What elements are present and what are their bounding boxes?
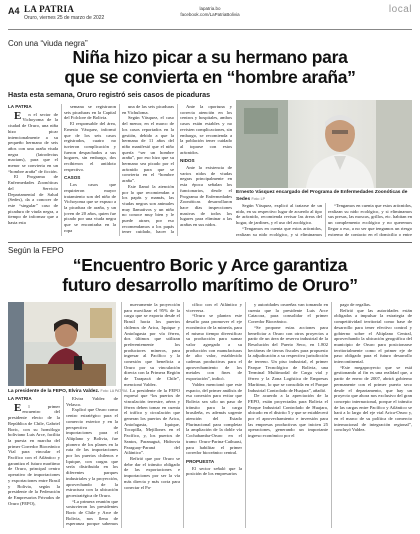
section-label: local bbox=[388, 4, 412, 15]
story1-column-4 bbox=[180, 104, 232, 236]
story2-paragraph: De acuerdo a la apreciación de la FEPO, están proyectadas para Bolivia el Parque Industrial Controlado de Huajara, ubicado en el distrito 5 y que se establecerá por el aprovechamiento e inversión para las empresas productivas que inicien 25 operaciones, generando un importante ingreso económico por el bbox=[248, 393, 328, 439]
caption-text: Ernesto Vásquez encargado del Programa de Enfermedades Zoonóticas de Sedes bbox=[236, 190, 408, 202]
story2-paragraph: y autoridades orureñas van tomando en cuenta que la presidente Luis Arce Catacora, para consolidar el primer Corredor Bioceánico. bbox=[248, 302, 328, 325]
story2-paragraph: cífico con el Atlántico y viceversa. bbox=[186, 302, 242, 313]
story1-column-5 bbox=[236, 203, 322, 237]
story2-paragraph: Elvira Valdez de Velasco. bbox=[66, 396, 118, 407]
story1-photo bbox=[236, 100, 412, 188]
contact-info bbox=[150, 6, 270, 18]
story2-headline bbox=[8, 255, 412, 295]
story2-paragraph: “La primera reunión que sostuvieron los presidentes Boric de Chile y Arce de Bolivia, nos llena de esperanza porque sabemos bbox=[66, 498, 118, 527]
story1-paragraph: El Programa de Enfermedades Zoonóticas del Servicio Departamental de Salud (Sedes), da a conocer de este “singular” caso de picadura de viuda negra, a tiempo de informar que a hasta esta bbox=[8, 174, 58, 226]
column-divider bbox=[331, 302, 332, 528]
story2-headline-line1: “Encuentro Boric y Arce garantiza bbox=[72, 255, 348, 275]
story2-paragraph: El primer encuentro del presidente electo de la República de Chile, Gabriel Boric, con su homólogo boliviano Luis Arce, facilita la puesta en marcha del primer Corredor Bioceánico Vial para vincular el Pacífico con el Atlántico y garantiza el futuro marítimo de Oruro, principal centro operativo de importaciones y exportaciones entre Brasil y Bolivia, según la presidente de la Federación de Empresarios Privados de Oruro (FEPO), bbox=[8, 401, 60, 506]
story1-interhead-casos: CASOS bbox=[64, 175, 81, 181]
story2-column-4 bbox=[186, 302, 242, 528]
column-divider bbox=[325, 203, 326, 237]
story2-column-6 bbox=[334, 302, 412, 528]
story2-kicker: Según la FEPO bbox=[8, 246, 64, 255]
story2-paragraph: Refirió que las autoridades están obligadas a impulsar la estrategia de competitividad territorial como base de desarrollo para tener efectivo control y gobierno sobre el Altiplano Central, aprovechando la ubicación geográfica del municipio de Oruro para posicionarse territorialmente como el primer eje de paso obligado para el futuro desarrollo intercontinental. bbox=[334, 307, 412, 365]
story1-paragraph: Ante la existencia de varios nidos de viudas negras principalmente en esta época señalan los funcionarios, desde el Programa de Enfermedades Zoonóticas desarrollaron hace días inspecciones masivas de todos los lugares para eliminar a las arañas en sus nidos. bbox=[180, 165, 232, 228]
story2-column-2 bbox=[66, 396, 118, 528]
story1-column-2 bbox=[64, 104, 116, 236]
story1-headline-line2: que se convierta en “hombre araña” bbox=[64, 67, 356, 87]
masthead bbox=[0, 0, 420, 34]
story2-byline: LA PATRIA bbox=[8, 396, 32, 401]
story1-headline bbox=[8, 47, 412, 87]
photo-credit: Foto: LP bbox=[251, 197, 266, 201]
issue-date: Oruro, viernes 25 de marzo de 2022 bbox=[24, 15, 105, 21]
caption-text: La presidente de la FEPO, Elvira Valdez. bbox=[8, 389, 100, 394]
story1-paragraph: El responsable del área, Ernesto Vásquez, informó que de los seis casos registrados, cuatro no tuvieron complicación y fueron despachados a sus hogares, sin embargo, dos recibieron el antídoto respectivo. bbox=[64, 121, 116, 172]
column-divider bbox=[119, 104, 120, 236]
column-divider bbox=[61, 104, 62, 236]
website-link[interactable]: lapatria.bo bbox=[199, 6, 221, 11]
story1-kicker: Con una “viuda negra” bbox=[8, 39, 88, 48]
story2-photo bbox=[8, 302, 116, 386]
facebook-link[interactable]: facebook.com/LaPatriaBolivia bbox=[180, 12, 240, 17]
story2-paragraph: nuevamente la proyección para movilizar el 95% de la carga que se exporta desde el Brasil hacia los puertos chilenos de Arica, Iquique y Antofagasta por vía férrea, dos últimos que utilizan preferentemente los productores mineros, para ingresar al Pacífico y la conexión que beneficia a Oruro por su vinculación directa con la Primera Región de Tarapacá de Chile”, mencionó Valdez. bbox=[124, 302, 180, 387]
story-separator bbox=[8, 242, 412, 243]
person-photo-icon bbox=[236, 100, 412, 188]
story1-subhead: Hasta esta semana, Oruro registró seis casos de picaduras bbox=[8, 90, 211, 99]
photo-credit: Foto: LA PATRIA bbox=[100, 389, 128, 393]
story2-paragraph: Valdez mencionó que este espacio, del primer análisis de esa conexión para evitar que Bolivia sea sólo un paso de tránsito para la carga brasileña, es además urgente atención del Estado Plurinacional para completar la ampliación de la doble vía Cochabamba-Oruro en el tramo Oruro-Parina-Caihuasi, para habilitar el primer corredor bioceánico central. bbox=[186, 381, 242, 456]
story1-paragraph: Según Vásquez, el caso del menor, en el marco de los casos reportados en la gestión, debido a que la hermana de 11 años del niño manifestó que el niño quería “ser un hombre araña”, por eso hizo que su hermano sea picado por el arácnido para que se convierta en el “hombre araña”. bbox=[122, 115, 174, 184]
story1-paragraph: Este llamó la atención por lo que recomiendan a los papás y mamás, las viudas negras son animales muy llamativos y un niño no conoce muy bien y le puede atraer, por eso recomendamos a los papás tener cuidado, hacer la bbox=[122, 183, 174, 235]
story1-interhead-nidos: NIDOS bbox=[180, 158, 195, 164]
newspaper-name: LA PATRIA bbox=[24, 4, 75, 14]
column-divider bbox=[177, 104, 178, 236]
story2-paragraph: “Este megaproyecto que se está gestionando al fin es una realidad que, a partir de enero de 2007, abrirá gobierno permanente con el primer puerto seco desde el departamento, que hay un proyecto que ahora nos exclusivo del gran concepto internacional, porque el tránsito de las cargas entre Pacífico y Atlántico se hará a lo largo del eje vial Arica-Oruro y, en el marco de su política de comercio internacional de integración regional”, concluyó Valdez. bbox=[334, 364, 412, 433]
story1-paragraph: “Tengamos en cuenta que estos arácnidos, realizan su nido ecológico, y si eliminamos sus presas, las moscas, grillos, etc. habitan en un complemento ecológico y no queremos llegar a eso, a no ser que tengamos un riesgo extremo de contacto en el domicilio o entre bbox=[328, 203, 412, 237]
story1-paragraph: Ante la oportuna y correcta atención en los centros y hospitales, ambos casos están estables y no revisten complicaciones, sin embargo, se recomienda a la población tener cuidado al toparse con estos arácnidos. bbox=[180, 104, 232, 155]
story2-paragraph: El sector señaló que la posición de los empresarios bbox=[186, 465, 242, 477]
story1-paragraph: “Tengamos en cuenta que estos arácnidos, realizan su nido ecológico, y si eliminamos bbox=[236, 225, 322, 237]
column-divider bbox=[121, 302, 122, 528]
story1-column-3 bbox=[122, 104, 174, 236]
story2-interhead-propuesta: PROPUESTA bbox=[186, 458, 215, 464]
story1-paragraph: En el sector de Vichoyoma de la ciudad de Oruro, una niña hizo picar intencionalmente a su pequeño hermano de seis años con una araña viuda negra (latrodectus mactans), para que el menor se convierta en un “hombre araña” de ficción. bbox=[8, 109, 58, 174]
story1-paragraph: una de las seis picaduras en Vichuloma. bbox=[122, 104, 174, 115]
story2-paragraph: Explicó que Oruro como centro estratégico para el comercio exterior y en la perspectiva de importaciones para el Altiplano y Bolivia, fue pionero de los planes en la ruta de las importaciones por los puertos chilenos e Iquique, con cargas que sería distribuida en los diferentes parques industriales y la proyección, aprovechando de la estructura con la ubicación geoestratégica de Oruro. bbox=[66, 407, 118, 498]
story1-paragraph: Según Vásquez, explicó al tratarse de un nido, en su respectivo lugar de acuerdo al tipo de arácnido, recomienda revisar las áreas del hogar, de jardines, y el uso del zoológico. bbox=[236, 203, 322, 226]
story2-column-3 bbox=[124, 302, 180, 528]
story1-headline-line1: Niña hizo picar a su hermano para bbox=[72, 47, 348, 67]
story2-paragraph: La presidente de la FEPO expresó que “los puertos de vinculación terrestre, aérea y férrea deben tomar en cuenta el tráfico y circulación que generan los puertos de Arica, Antofagasta, Iquique, Tocopilla, Mejillones en el Pacífico, y, los puertos de Santos, Paranaguá, Hidrovia Paraguay-Paraná del Atlántico”. bbox=[124, 387, 180, 456]
story2-paragraph: “Oruro se plantea este desafío para promover el eje económico de la minería, para el mismo tiempo diversificar su producción para sumar valor agregado a su producción con manufacturas de alto valor, establecido cadenas productivas para el aprovechamiento de los metales con fines de exportación”, indicó. bbox=[186, 313, 242, 382]
person-photo-icon bbox=[8, 302, 116, 386]
masthead-rule bbox=[8, 29, 412, 30]
story2-column-5 bbox=[248, 302, 328, 528]
story2-paragraph: pago de regalías. bbox=[340, 302, 371, 307]
story1-paragraph: Los casos que requirieron mayor tratamiento son del niño de Vichoyoma que se expuso a la picadura de araña, y un joven de 20 años, quien fue picado por una viuda negra que se encontraba en la ropa bbox=[64, 182, 116, 233]
story2-headline-line2: futuro desarrollo marítimo de Oruro” bbox=[62, 275, 358, 295]
story2-column-1 bbox=[8, 396, 60, 528]
story2-paragraph: Refirió que por Oruro se debe dar el tránsito obligado de las exportaciones e importaciones por ser la vía más directa y más corta para conectar el Pa- bbox=[124, 455, 180, 490]
column-divider bbox=[63, 396, 64, 528]
story1-byline: LA PATRIA bbox=[8, 104, 32, 109]
story1-photo-caption bbox=[236, 190, 412, 203]
story1-column-1 bbox=[8, 104, 58, 236]
page-number: A4 bbox=[8, 6, 20, 16]
column-divider bbox=[245, 302, 246, 528]
column-divider bbox=[183, 302, 184, 528]
story2-paragraph: “Se propone estas acciones para beneficiar a Oruro con otros proyectos a partir de un área de reserva industrial de la Resolución del Puerto Seco, en 1.802 hectáreas de tierras fiscales para propuesto la adjudicación a su respectiva jurisdicción de terreno. Un piso industrial, el primer Parque Tecnológico de Bolivia, una Terminal Multimodal de Carga vial y férreo y la Zona Logística de Empresas Marítimo, lo que se consolida en el Parque Industrial Controlado de Huajara”, añadió. bbox=[248, 324, 328, 393]
story2-photo-caption bbox=[8, 388, 138, 395]
story1-column-6 bbox=[328, 203, 412, 237]
story1-paragraph: semana se registraron seis picaduras en la Capital del Folclore de Bolivia. bbox=[64, 104, 116, 121]
